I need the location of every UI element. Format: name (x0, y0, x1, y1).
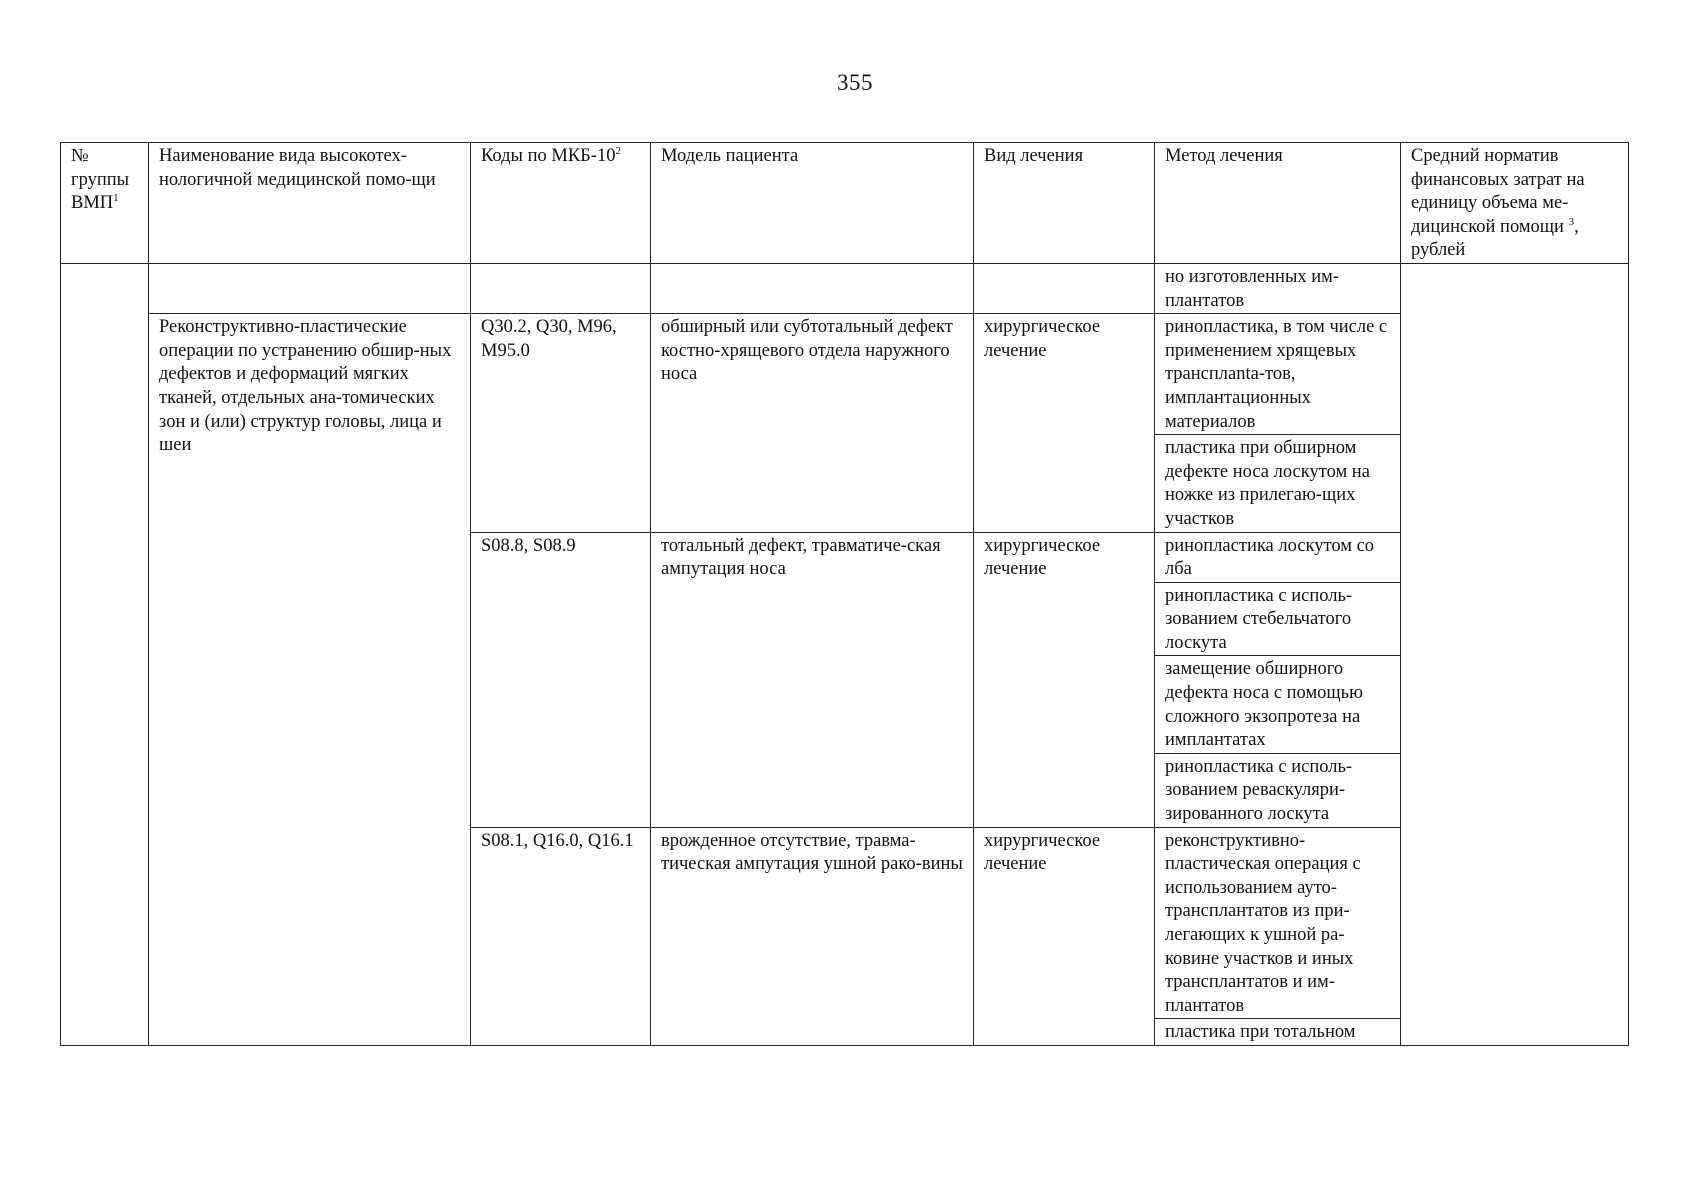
table-header-row (61, 143, 1629, 264)
header-kind: Вид лечения (974, 143, 1155, 264)
header-cost: Средний норматив финансовых затрат на единицу объема ме-дицинской помощи $^3$, рублей (1401, 143, 1629, 264)
method-cell: замещение обширного дефекта носа с помощью сложного экзопротеза на имплантатах (1155, 656, 1401, 753)
method-cell: ринопластика лоскутом со лба (1155, 532, 1401, 582)
method-cell: ринопластика, в том числе с применением хрящевых трансплanta-тов, имплантационных материалов (1155, 314, 1401, 435)
kind-cell-empty (974, 263, 1155, 313)
method-cell: ринопластика с исполь-зованием реваскуляри-зированного лоскута (1155, 753, 1401, 827)
method-cell: но изготовленных им-плантатов (1155, 263, 1401, 313)
header-method: Метод лечения (1155, 143, 1401, 264)
name-cell-empty (149, 263, 471, 313)
codes-cell-empty (471, 263, 651, 313)
kind-cell: хирургическое лечение (974, 532, 1155, 827)
codes-cell: S08.1, Q16.0, Q16.1 (471, 827, 651, 1045)
model-cell: обширный или субтотальный дефект костно-хрящевого отдела наружного носа (651, 314, 974, 532)
model-cell-empty (651, 263, 974, 313)
header-codes: Коды по МКБ-$10^2$ (471, 143, 651, 264)
table-row (61, 314, 1629, 435)
method-cell: реконструктивно-пластическая операция с использованием ауто-трансплантатов из при-легающих к ушной ра-ковине участков и иных трансплантатов и им-плантатов (1155, 827, 1401, 1019)
name-cell: Реконструктивно-пластические операции по устранению обшир-ных дефектов и деформаций мягких тканей, отдельных ана-томических зон и (или) структур головы, лица и шеи (149, 314, 471, 1046)
page-number: 355 (837, 70, 873, 95)
method-cell: пластика при тотальном (1155, 1019, 1401, 1046)
method-cell: ринопластика с исполь-зованием стебельчатого лоскута (1155, 582, 1401, 656)
model-cell: тотальный дефект, травматиче-ская ампутация носа (651, 532, 974, 827)
header-model: Модель пациента (651, 143, 974, 264)
vmp-table (60, 142, 1629, 1046)
header-group: № группы ВМП$^1$ (61, 143, 149, 264)
model-cell: врожденное отсутствие, травма-тическая ампутация ушной рако-вины (651, 827, 974, 1045)
kind-cell: хирургическое лечение (974, 314, 1155, 532)
method-cell: пластика при обширном дефекте носа лоскутом на ножке из прилегаю-щих участков (1155, 435, 1401, 532)
kind-cell: хирургическое лечение (974, 827, 1155, 1045)
table-row (61, 263, 1629, 313)
cost-cell (1401, 263, 1629, 1045)
group-number-cell (61, 263, 149, 1045)
codes-cell: Q30.2, Q30, M96, M95.0 (471, 314, 651, 532)
header-name: Наименование вида высокотех-нологичной медицинской помо-щи (149, 143, 471, 264)
codes-cell: S08.8, S08.9 (471, 532, 651, 827)
